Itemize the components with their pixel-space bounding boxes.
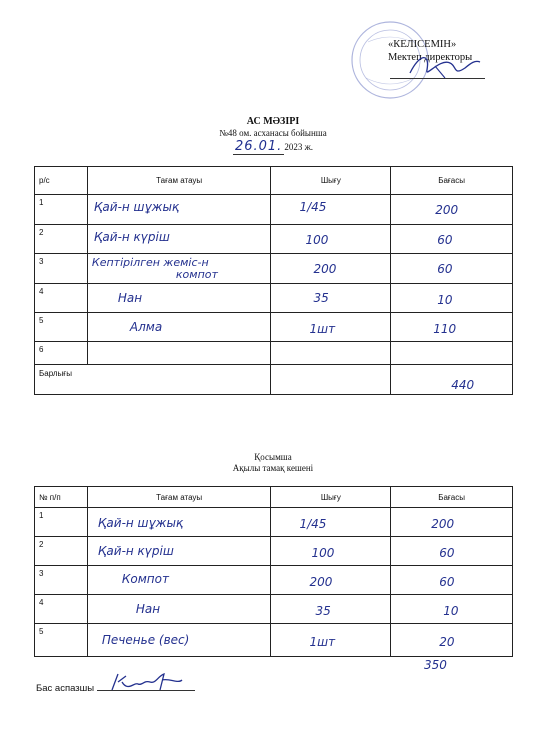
dish-price: 10 [443, 604, 459, 618]
dish-price: 60 [437, 262, 453, 276]
col-header-price: Бағасы [391, 167, 513, 195]
total-label: Барлығы [39, 369, 72, 378]
dish-name: Компот [121, 572, 169, 586]
dish-out: 100 [311, 546, 335, 560]
table-row [35, 508, 513, 537]
row-num: 4 [35, 284, 88, 313]
dish-name-line2: компот [175, 268, 218, 281]
approval-title: «КЕЛІСЕМІН» [388, 39, 457, 50]
menu-table [34, 166, 513, 395]
chef-signature [108, 668, 188, 698]
dish-name: Нан [135, 602, 161, 616]
row-num: 3 [35, 254, 88, 284]
table2-total-value: 350 [424, 658, 447, 672]
dish-name: Қай-н күріш [97, 544, 174, 558]
date-suffix: 2023 ж. [284, 142, 314, 152]
table-row [35, 537, 513, 566]
table-row [35, 595, 513, 624]
row-num: 1 [35, 508, 88, 537]
dish-name: Қай-н күріш [93, 230, 170, 244]
table-row [35, 624, 513, 657]
dish-out: 100 [305, 233, 329, 247]
row-num: 5 [35, 624, 88, 657]
table-row [35, 195, 513, 225]
dish-price: 110 [433, 322, 457, 336]
col-header-price: Бағасы [391, 487, 513, 508]
row-num: 6 [35, 342, 88, 365]
table-row [35, 342, 513, 365]
dish-out: 1шт [309, 635, 336, 649]
dish-out: 200 [313, 262, 337, 276]
dish-price: 200 [431, 517, 455, 531]
col-header-name: Тағам атауы [87, 167, 271, 195]
table-row [35, 225, 513, 254]
date-handwritten: 26.01. [234, 139, 283, 154]
dish-price: 200 [435, 203, 459, 217]
total-value: 440 [451, 378, 475, 392]
row-num: 4 [35, 595, 88, 624]
table-row [35, 566, 513, 595]
dish-price: 60 [437, 233, 453, 247]
row-num: 3 [35, 566, 88, 595]
row-num: 1 [35, 195, 88, 225]
col-header-name: Тағам атауы [87, 487, 271, 508]
row-num: 2 [35, 225, 88, 254]
table-row [35, 254, 513, 284]
menu-date [0, 139, 546, 154]
dish-price: 60 [439, 575, 455, 589]
dish-out: 1/45 [299, 200, 327, 214]
col-header-num: № п/п [35, 487, 88, 508]
menu-subtitle: №48 ом. асханасы бойынша [219, 128, 327, 138]
dish-out: 35 [315, 604, 331, 618]
dish-name: Қай-н шұжық [97, 516, 184, 530]
table-row [35, 284, 513, 313]
dish-out: 1шт [309, 322, 336, 336]
dish-name: Алма [129, 320, 163, 334]
chef-label: Бас аспазшы [36, 683, 95, 694]
dish-price: 60 [439, 546, 455, 560]
row-num: 2 [35, 537, 88, 566]
table-header-row [35, 487, 513, 508]
table-total-row [35, 365, 513, 395]
extra-menu-table [34, 486, 513, 657]
dish-out: 200 [309, 575, 333, 589]
dish-name: Кептірілген жеміс-н [91, 256, 209, 269]
col-header-out: Шығу [271, 487, 391, 508]
dish-price: 10 [437, 293, 453, 307]
dish-out: 1/45 [299, 517, 327, 531]
approval-position: Мектеп директоры [388, 52, 473, 63]
section2-title: Қосымша [254, 452, 292, 462]
dish-price: 20 [439, 635, 455, 649]
table-header-row [35, 167, 513, 195]
col-header-out: Шығу [271, 167, 391, 195]
table-row [35, 313, 513, 342]
menu-title: АС МӘЗІРІ [246, 116, 300, 127]
dish-out: 35 [313, 291, 329, 305]
director-signature [405, 48, 485, 83]
dish-name: Қай-н шұжық [93, 200, 180, 214]
row-num: 5 [35, 313, 88, 342]
dish-name: Печенье (вес) [101, 633, 190, 647]
col-header-num: р/с [35, 167, 88, 195]
dish-name: Нан [117, 291, 143, 305]
section2-subtitle: Ақылы тамақ кешені [232, 463, 314, 473]
